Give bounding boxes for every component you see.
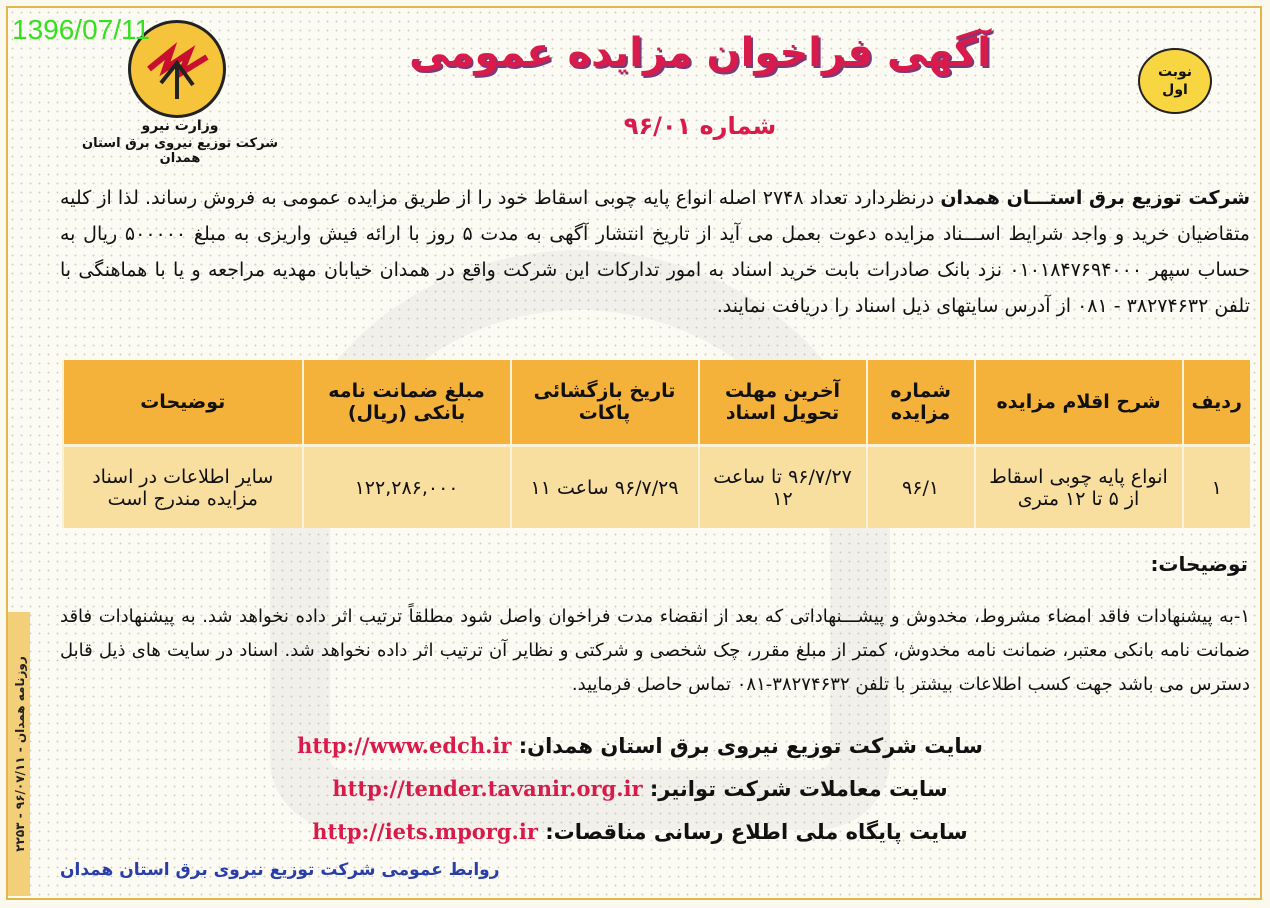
- cell-submission-deadline: ۹۶/۷/۲۷ تا ساعت ۱۲: [699, 446, 867, 529]
- badge-line-1: نوبت: [1157, 64, 1193, 80]
- table-header-row: [63, 360, 1250, 446]
- site-label: سایت شرکت توزیع نیروی برق استان همدان:: [511, 734, 983, 758]
- tender-number: شماره ۹۶/۰۱: [623, 112, 777, 140]
- col-item-description: شرح اقلام مزایده: [975, 360, 1183, 446]
- site-link[interactable]: http://tender.tavanir.org.ir: [332, 776, 643, 801]
- col-guarantee-amount: مبلغ ضمانت نامه بانکی (ریال): [303, 360, 511, 446]
- cell-opening-date: ۹۶/۷/۲۹ ساعت ۱۱: [511, 446, 699, 529]
- site-label: سایت معاملات شرکت توانیر:: [642, 777, 948, 801]
- intro-text: درنظردارد تعداد ۲۷۴۸ اصله انواع پایه چوبی اسقاط خود را از طریق مزایده عمومی به فروش رساند. لذا از کلیه متقاضیان خرید و واجد شرایط اســـناد مزایده دعوت بعمل می آید از تاریخ انتشار آگهی به مدت ۵ روز با ارائه فیش واریزی به مبلغ ۵۰۰۰۰۰ ریال به حساب سپهر ۰۱۰۱۸۴۷۶۹۴۰۰۰ نزد بانک صادرات بابت خرید اسناد به امور تدارکات این شرکت واقع در همدان خیابان مهدیه مراجعه و یا با هماهنگی با تلفن ۳۸۲۷۴۶۳۲ - ۰۸۱ از آدرس سایتهای ذیل اسناد را دریافت نمایند.: [60, 187, 1250, 317]
- cell-notes: سایر اطلاعات در اسناد مزایده مندرج است: [63, 446, 303, 529]
- site-link[interactable]: http://iets.mporg.ir: [312, 819, 538, 844]
- page-title: آگهی فراخوان مزایده عمومی: [409, 30, 991, 76]
- company-name: شرکت توزیع نیروی برق استان همدان: [82, 136, 278, 166]
- notes-heading: توضیحات:: [1150, 552, 1248, 576]
- site-line-edch: [260, 733, 1020, 758]
- col-row-number: ردیف: [1183, 360, 1250, 446]
- site-link[interactable]: http://www.edch.ir: [297, 733, 512, 758]
- site-label: سایت پایگاه ملی اطلاع رسانی مناقصات:: [537, 820, 968, 844]
- cell-guarantee-amount: ۱۲۲,۲۸۶,۰۰۰: [303, 446, 511, 529]
- site-line-iets: [260, 819, 1020, 844]
- cell-tender-number: ۹۶/۱: [867, 446, 975, 529]
- col-submission-deadline: آخرین مهلت تحویل اسناد: [699, 360, 867, 446]
- tender-table: [62, 360, 1250, 528]
- logo-caption: [70, 118, 290, 166]
- footer-credit: [60, 860, 520, 880]
- side-caption: روزنامه همدان - ۹۶/۰۷/۱۱ - ۲۲۵۳: [13, 656, 27, 852]
- badge-line-2: اول: [1162, 82, 1188, 98]
- ministry-name: وزارت نیرو: [141, 118, 219, 134]
- intro-paragraph: [60, 180, 1250, 324]
- col-opening-date: تاریخ بازگشائی پاکات: [511, 360, 699, 446]
- table-row: [63, 446, 1250, 529]
- cell-row-number: ۱: [1183, 446, 1250, 529]
- col-notes: توضیحات: [63, 360, 303, 446]
- site-line-tavanir: [260, 776, 1020, 801]
- date-stamp: 1396/07/11: [12, 14, 151, 45]
- notes-paragraph: ۱-به پیشنهادات فاقد امضاء مشروط، مخدوش و پیشـــنهاداتی که بعد از انقضاء مدت فراخوان واصل شود مطلقاً ترتیب اثر داده نخواهد شد. به پیشنهادات فاقد ضمانت نامه بانکی معتبر، ضمانت نامه مخدوش، کمتر از مبلغ مقرر، چک شخصی و شرکتی و نظایر آن ترتیب اثر داده نخواهد شد. اسناد در سایت های ذیل قابل دسترس می باشد جهت کسب اطلاعات بیشتر با تلفن ۳۸۲۷۴۶۳۲-۰۸۱ تماس حاصل فرمایید.: [60, 606, 1250, 695]
- intro-company: شرکت توزیع برق استـــان همدان: [940, 187, 1251, 209]
- footer-text: روابط عمومی شرکت توزیع نیروی برق استان همدان: [60, 860, 500, 880]
- cell-item-description: انواع پایه چوبی اسقاط از ۵ تا ۱۲ متری: [975, 446, 1183, 529]
- col-tender-number: شماره مزایده: [867, 360, 975, 446]
- round-badge: [1138, 48, 1212, 114]
